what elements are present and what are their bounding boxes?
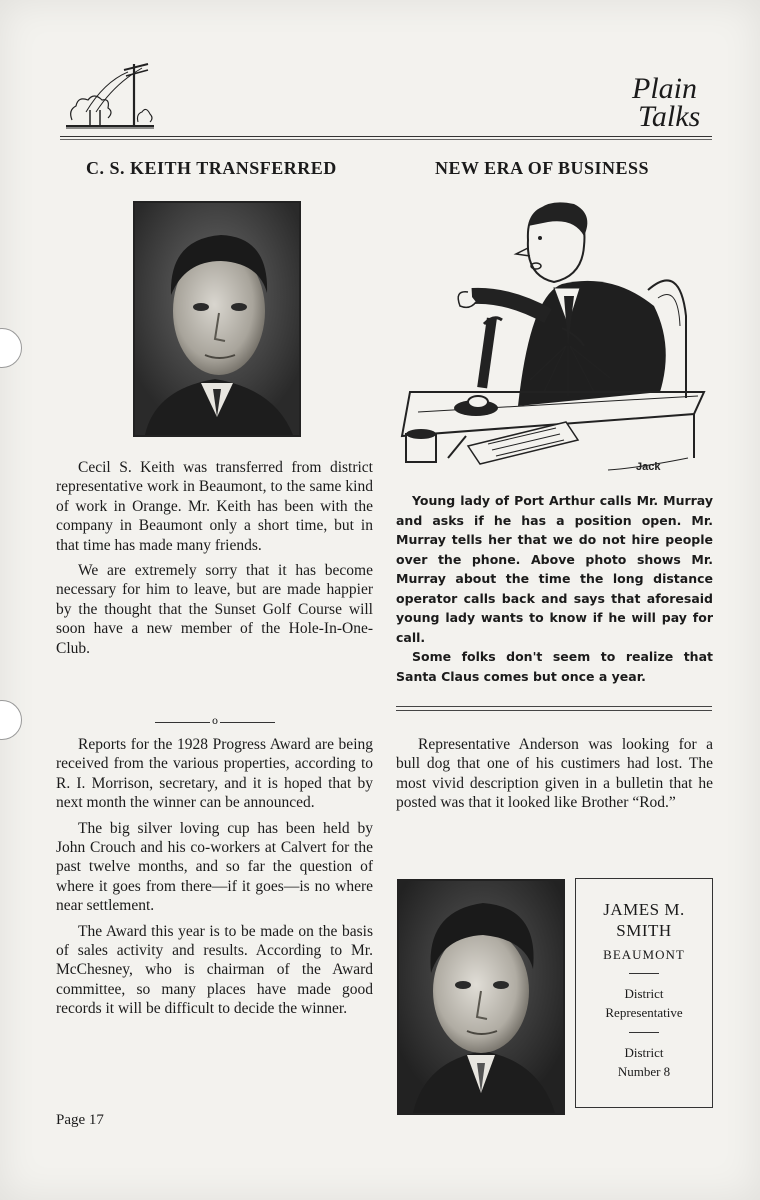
anderson-article-text — [396, 735, 713, 819]
keith-article-text — [56, 458, 373, 664]
profile-name-line-1: JAMES M. — [603, 900, 685, 919]
award-paragraph: The big silver loving cup has been held by John Crouch and his co-workers at Calvert for the past twelve months, and so far the question of where it goes from there—if it goes—is no where near settlement. — [56, 819, 373, 915]
headline-new-era: NEW ERA OF BUSINESS — [435, 158, 650, 178]
keith-portrait — [133, 201, 301, 437]
award-article-text — [56, 735, 373, 1025]
profile-district-line-2: Number 8 — [617, 1064, 671, 1079]
caption-paragraph: Young lady of Port Arthur calls Mr. Murray and asks if he has a position open. Mr. Murray tells her that we do not hire people over the phone. Above photo shows Mr. Murray about the time the long distance operator calls back and says that aforesaid young lady wants to know if he will pay for call. — [396, 493, 713, 645]
profile-district — [576, 1043, 712, 1081]
section-divider — [155, 717, 275, 727]
header-rule — [60, 136, 712, 140]
keith-paragraph: Cecil S. Keith was transferred from district representative work in Beaumont, to the same kind of work in Orange. Mr. Keith has been with the company in Beaumont only a short time, but in that time has made many friends. — [56, 459, 373, 554]
profile-separator — [629, 973, 659, 974]
man-portrait-icon — [135, 203, 299, 435]
profile-name-line-2: SMITH — [616, 921, 672, 940]
cartoon-caption — [396, 491, 713, 686]
headline-keith: C. S. KEITH TRANSFERRED — [86, 158, 337, 178]
cartoon-signature: Jack — [636, 461, 661, 473]
profile-title — [576, 984, 712, 1022]
profile-name — [576, 899, 712, 941]
keith-paragraph: We are extremely sorry that it has become necessary for him to leave, but are made happier by the thought that the Sunset Golf Course will soon have a new member of the Hole-In-One-Club. — [56, 562, 373, 657]
profile-city: BEAUMONT — [603, 947, 685, 962]
plain-talks-logo — [632, 72, 722, 136]
caption-paragraph: Some folks don't seem to realize that Santa Claus comes but once a year. — [396, 649, 713, 684]
profile-separator — [629, 1032, 659, 1033]
man-portrait-icon — [399, 881, 563, 1113]
profile-title-line-2: Representative — [605, 1005, 683, 1020]
logo-line-2: Talks — [638, 100, 701, 133]
section-rule — [396, 706, 712, 711]
man-on-telephone-cartoon-icon — [398, 196, 712, 482]
profile-district-line-1: District — [624, 1045, 664, 1060]
power-line-logo-icon — [64, 60, 156, 130]
page-number: Page 17 — [56, 1112, 104, 1128]
logo-line-1: Plain — [632, 72, 697, 105]
divider-mark: o — [211, 716, 219, 727]
profile-title-line-1: District — [624, 986, 664, 1001]
anderson-paragraph: Representative Anderson was looking for a bull dog that one of his custimers had lost. The most vivid description given in a bulletin that he posted was that it looked like Brother “Rod.” — [396, 736, 713, 812]
punch-hole-top — [0, 328, 22, 368]
profile-box — [575, 878, 713, 1108]
smith-portrait — [397, 879, 565, 1115]
award-paragraph: Reports for the 1928 Progress Award are being received from the various properties, according to R. I. Morrison, secretary, and it is hoped that by next month the winner can be announced. — [56, 736, 373, 812]
award-paragraph: The Award this year is to be made on the basis of sales activity and results. According to Mr. McChesney, who is chairman of the Award committee, so many places have made good records it will be difficult to decide the winner. — [56, 922, 373, 1018]
cartoon-illustration — [398, 196, 712, 482]
punch-hole-bottom — [0, 700, 22, 740]
